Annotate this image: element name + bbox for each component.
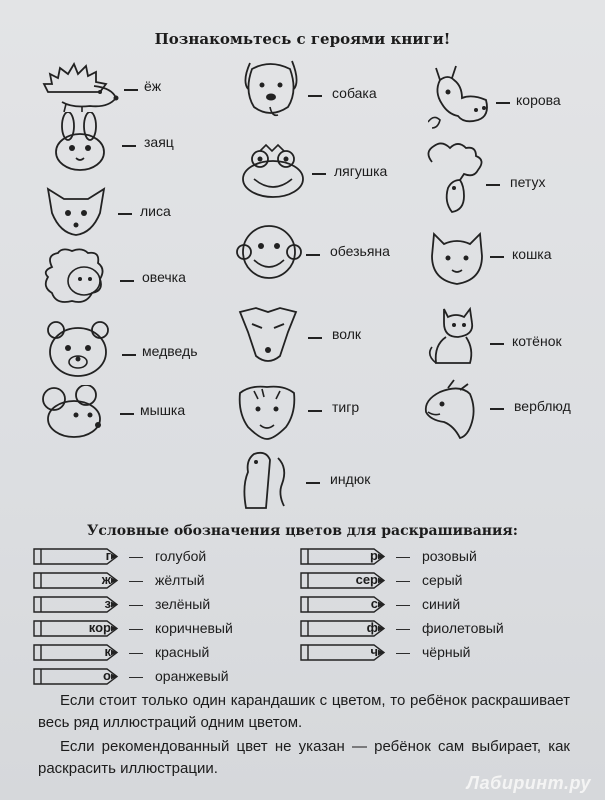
color-name: розовый xyxy=(422,548,477,564)
rooster-icon xyxy=(424,140,486,214)
color-code: к xyxy=(104,644,111,659)
legend-dash: — xyxy=(129,620,143,636)
legend-item xyxy=(33,667,293,686)
animal-frog xyxy=(240,143,420,203)
legend-dash: — xyxy=(396,596,410,612)
animal-label: кошка xyxy=(512,246,552,262)
legend-item xyxy=(33,547,293,566)
animal-label: лягушка xyxy=(334,163,388,179)
color-name: зелёный xyxy=(155,596,211,612)
legend-item xyxy=(33,571,293,590)
legend-dash: — xyxy=(129,548,143,564)
cat-icon xyxy=(428,230,486,288)
dog-icon xyxy=(240,55,302,127)
animal-wolf xyxy=(234,302,404,362)
monkey-icon xyxy=(236,222,302,284)
color-code: г xyxy=(105,548,111,563)
animal-lamb xyxy=(40,247,210,307)
mouse-icon xyxy=(40,385,112,441)
animal-label: тигр xyxy=(332,399,360,415)
animal-label: медведь xyxy=(142,343,198,359)
hare-icon xyxy=(48,112,114,174)
animal-dog xyxy=(240,55,410,115)
animal-rooster xyxy=(424,140,584,200)
legend-item xyxy=(33,595,293,614)
color-name: коричневый xyxy=(155,620,233,636)
frog-icon xyxy=(240,143,308,201)
animal-turkey xyxy=(240,450,410,510)
animal-label: индюк xyxy=(330,471,371,487)
color-code: сер xyxy=(355,572,378,587)
animal-label: верблюд xyxy=(514,398,571,414)
color-code: о xyxy=(103,668,111,683)
color-name: оранжевый xyxy=(155,668,229,684)
legend-item xyxy=(33,643,293,662)
legend-item xyxy=(300,619,560,638)
animal-label: лиса xyxy=(140,203,171,219)
color-code: р xyxy=(370,548,378,563)
animal-label: овечка xyxy=(142,269,186,285)
watermark: Лабиринт.ру xyxy=(466,773,591,793)
legend-dash: — xyxy=(396,644,410,660)
note-text: Если стоит только один карандашик с цветом, то ребёнок раскрашивает весь ряд иллюстраций одним цветом. xyxy=(38,692,570,731)
color-name: фиолетовый xyxy=(422,620,504,636)
color-code: ф xyxy=(366,620,378,635)
legend-dash: — xyxy=(396,548,410,564)
animal-label: мышка xyxy=(140,402,186,418)
camel-icon xyxy=(420,378,484,442)
animal-cow xyxy=(428,62,588,122)
hedgehog-icon xyxy=(42,62,120,114)
color-name: чёрный xyxy=(422,644,471,660)
animal-hare xyxy=(48,112,218,172)
page-title: Познакомьтесь с героями книги! xyxy=(154,30,451,48)
color-name: синий xyxy=(422,596,461,612)
animal-bear xyxy=(42,318,242,378)
cow-icon xyxy=(428,62,494,132)
color-name: голубой xyxy=(155,548,207,564)
color-code: с xyxy=(370,596,378,611)
tiger-icon xyxy=(232,381,302,441)
legend-dash: — xyxy=(129,668,143,684)
animal-label: корова xyxy=(516,92,561,108)
animal-camel xyxy=(420,378,595,438)
bear-icon xyxy=(42,318,114,380)
wolf-icon xyxy=(234,302,302,368)
animal-label: петух xyxy=(510,174,546,190)
legend-dash: — xyxy=(396,620,410,636)
legend-item xyxy=(300,547,560,566)
animal-label: собака xyxy=(332,85,377,101)
color-name: красный xyxy=(155,644,210,660)
animal-label: ёж xyxy=(144,78,162,94)
animal-label: обезьяна xyxy=(330,243,390,259)
legend-item xyxy=(300,643,560,662)
animal-label: волк xyxy=(332,326,362,342)
legend-dash: — xyxy=(129,644,143,660)
animal-label: заяц xyxy=(144,134,174,150)
legend-dash: — xyxy=(396,572,410,588)
legend-item xyxy=(300,571,560,590)
animal-label: котёнок xyxy=(512,333,562,349)
note-paragraph-1 xyxy=(38,690,570,734)
animal-mouse xyxy=(40,385,240,445)
color-code: з xyxy=(104,596,111,611)
legend-title: Условные обозначения цветов для раскрашивания: xyxy=(87,523,518,539)
legend-item xyxy=(300,595,560,614)
lamb-icon xyxy=(40,247,112,309)
kitten-icon xyxy=(426,305,484,367)
turkey-icon xyxy=(240,450,300,510)
animal-tiger xyxy=(232,381,402,441)
fox-icon xyxy=(40,183,112,239)
color-name: жёлтый xyxy=(155,572,205,588)
animal-monkey xyxy=(236,222,426,282)
color-code: кор xyxy=(88,620,111,635)
legend-item xyxy=(33,619,293,638)
color-name: серый xyxy=(422,572,463,588)
color-code: ч xyxy=(370,644,378,659)
animal-cat xyxy=(428,230,588,290)
animal-fox xyxy=(40,183,210,243)
color-code: ж xyxy=(101,572,111,587)
note-text: Если рекомендованный цвет не указан — ребёнок сам выбирает, как раскрасить иллюстрации. xyxy=(38,738,570,777)
legend-dash: — xyxy=(129,596,143,612)
animal-kitten xyxy=(426,305,596,365)
legend-dash: — xyxy=(129,572,143,588)
